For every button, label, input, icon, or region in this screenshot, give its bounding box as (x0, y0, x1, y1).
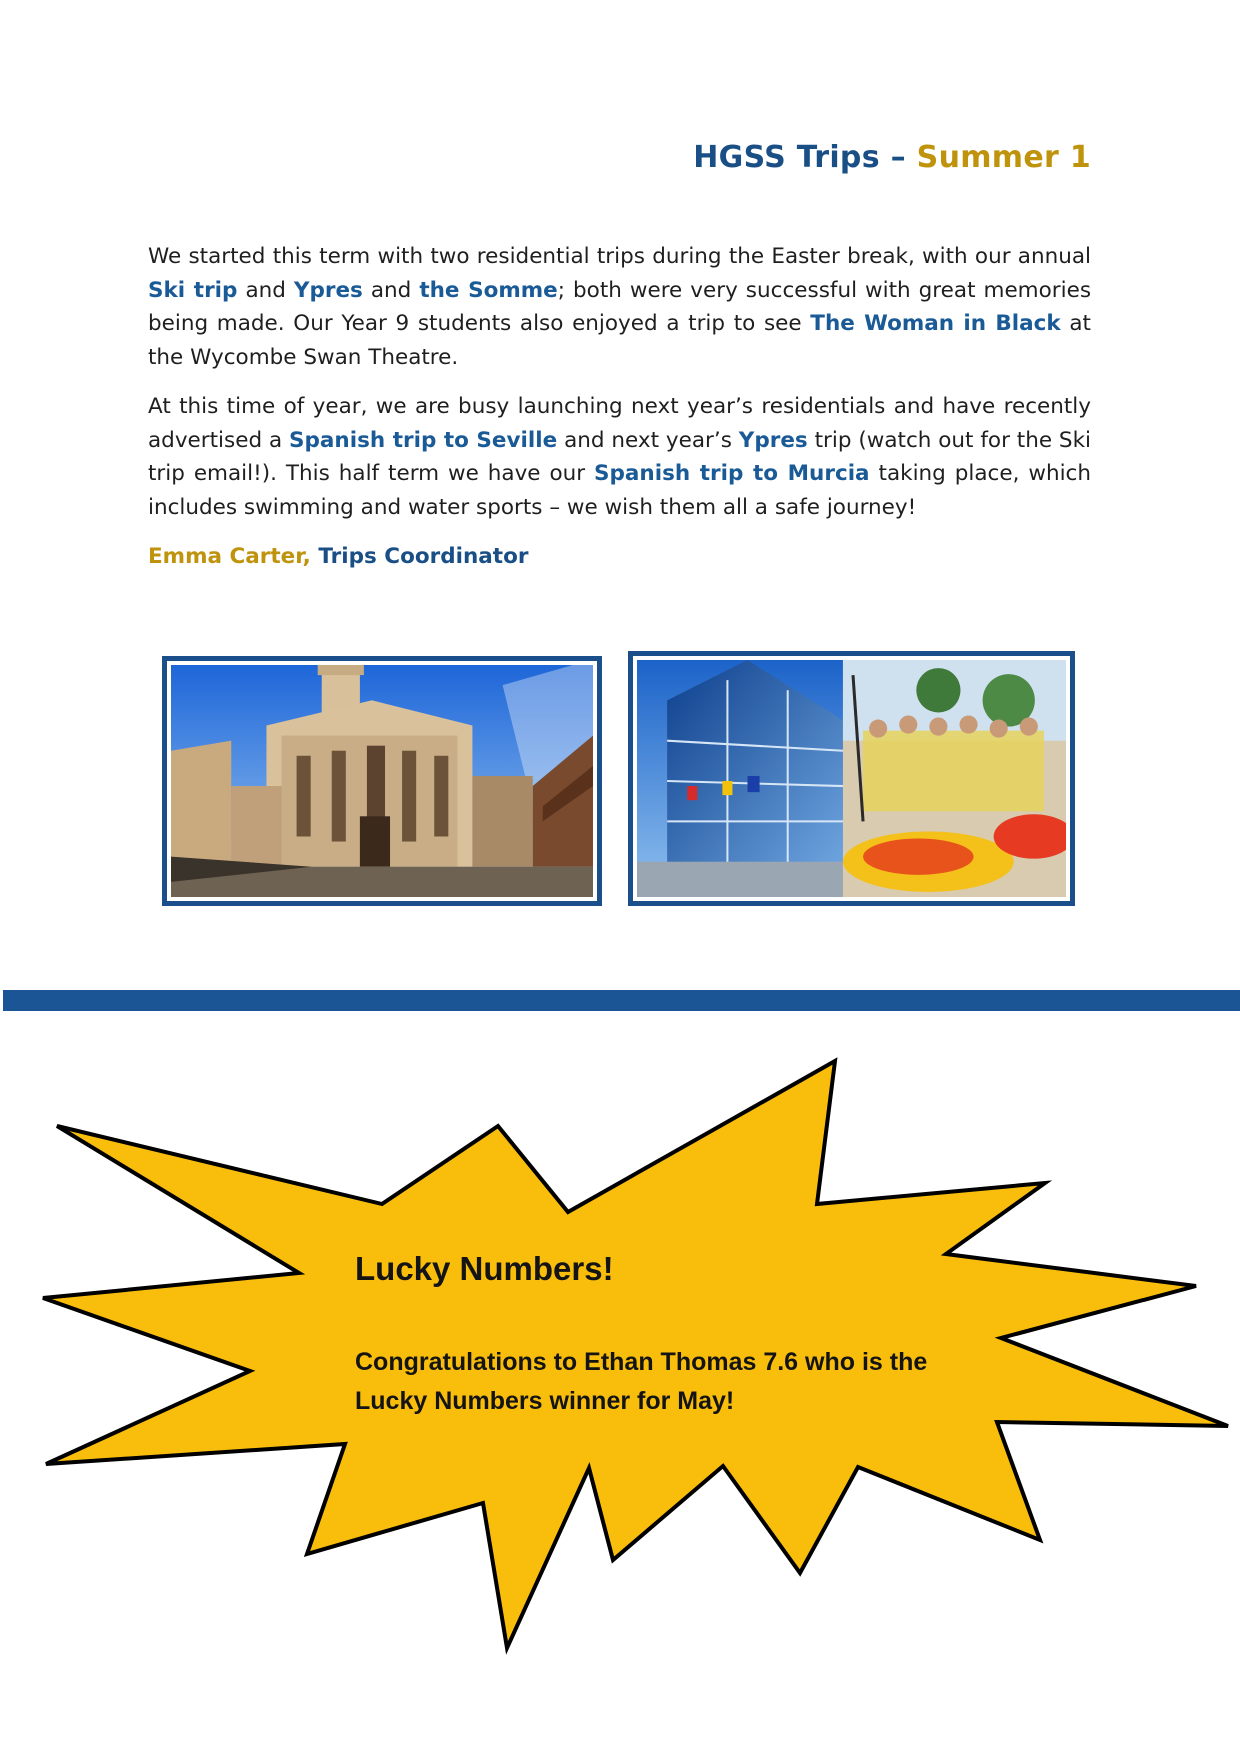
highlight-ski-trip: Ski trip (148, 277, 238, 303)
paragraph-2 (148, 390, 1091, 524)
title-term: Summer 1 (916, 140, 1091, 175)
signature-role: Trips Coordinator (318, 544, 529, 569)
p1-text: ; both were very successful with great memories being made. Our Year 9 students also enjoyed a trip to see (148, 277, 1092, 336)
cathedral-image (171, 665, 593, 897)
highlight-ypres-next: Ypres (738, 427, 808, 453)
lucky-line-2: Lucky Numbers winner for May! (355, 1387, 735, 1415)
lucky-line-1: Congratulations to Ethan Thomas 7.6 who is the (355, 1348, 928, 1376)
highlight-murcia: Spanish trip to Murcia (594, 461, 870, 486)
signature (148, 540, 1091, 574)
p1-text: and (362, 277, 420, 303)
p1-text: at the Wycombe Swan Theatre. (148, 311, 1091, 370)
p2-text: and next year’s (557, 427, 739, 453)
article-body (148, 240, 1091, 590)
murcia-hotel-photo (628, 651, 1075, 906)
page-title (693, 140, 1091, 175)
p1-text: and (237, 277, 294, 303)
highlight-woman-in-black: The Woman in Black (810, 311, 1061, 336)
highlight-seville: Spanish trip to Seville (289, 427, 558, 453)
section-divider (3, 990, 1240, 1011)
paragraph-1 (148, 240, 1091, 374)
p2-text: trip (watch out for the Ski trip email!). This half term we have our (148, 427, 1092, 486)
highlight-somme: the Somme (419, 277, 558, 303)
signature-name: Emma Carter, (148, 544, 311, 569)
title-main: HGSS Trips – (693, 140, 906, 175)
p2-text: taking place, which includes swimming and water sports – we wish them all a safe journey! (148, 461, 1091, 520)
highlight-ypres: Ypres (293, 277, 363, 303)
p1-text: We started this term with two residential trips during the Easter break, with our annual (148, 244, 1091, 269)
lucky-numbers-message (355, 1343, 955, 1421)
lucky-numbers-title: Lucky Numbers! (355, 1250, 614, 1287)
p2-text: At this time of year, we are busy launching next year’s residentials and have recently advertised a (148, 394, 1091, 453)
hotel-kayak-image (637, 660, 1066, 897)
cathedral-photo (162, 656, 602, 906)
